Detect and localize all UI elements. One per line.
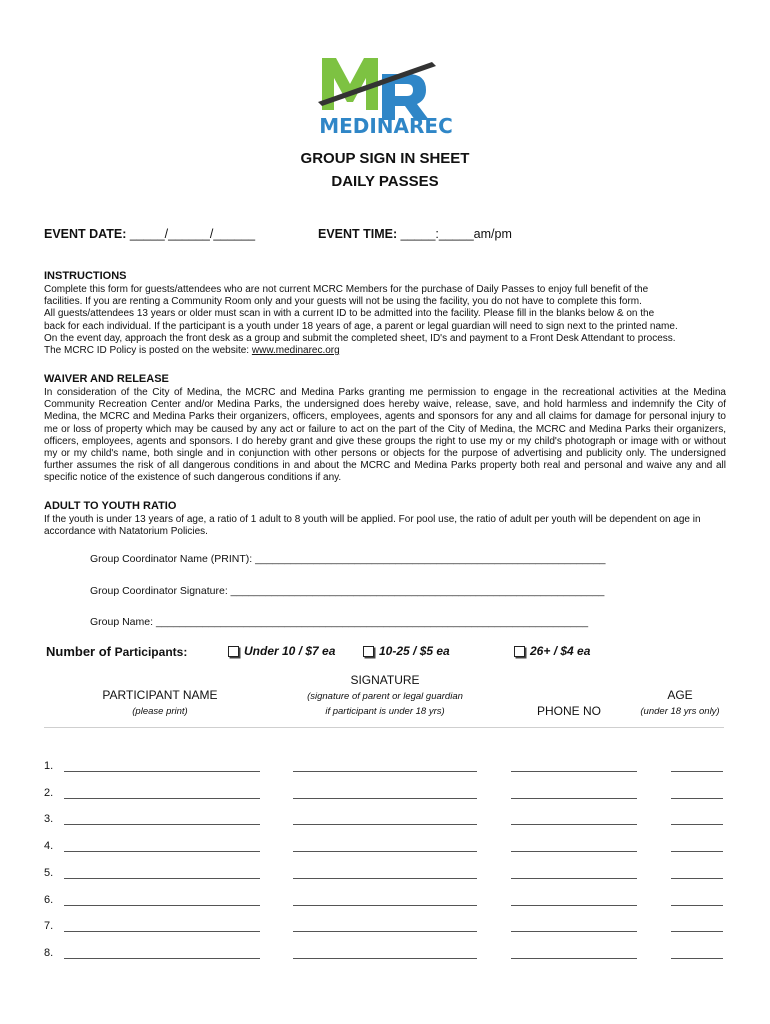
page-subtitle: DAILY PASSES: [331, 173, 439, 190]
instructions-text: [44, 284, 726, 357]
instructions-line: facilities. If you are renting a Community Room only and your guests will not be using the facility, you do not have to complete this form.: [44, 296, 642, 308]
row-number: 8.: [44, 947, 54, 959]
row-number: 6.: [44, 894, 54, 906]
event-date-blank[interactable]: _____/______/______: [129, 227, 256, 241]
participant-name-line[interactable]: [64, 851, 260, 852]
row-number: 5.: [44, 867, 54, 879]
signature-line[interactable]: [293, 798, 477, 799]
signature-subheader-2: if participant is under 18 yrs): [325, 706, 445, 717]
phone-line[interactable]: [511, 824, 637, 825]
waiver-heading: WAIVER AND RELEASE: [44, 373, 169, 385]
instructions-line: The MCRC ID Policy is posted on the website:: [44, 345, 252, 357]
row-number: 7.: [44, 920, 54, 932]
phone-line[interactable]: [511, 878, 637, 879]
participants-label: Number of Participants:: [46, 644, 188, 659]
option-26-plus[interactable]: 26+ / $4 ea: [514, 644, 590, 658]
age-header: AGE: [667, 688, 693, 702]
participant-name-line[interactable]: [64, 958, 260, 959]
waiver-text: In consideration of the City of Medina, the MCRC and Medina Parks granting me permission to engage in the recreational activities at the Medina Community Recreation Center and/or Medina Parks, the undersigned does hereby waive, release, save, and hold harmless and indemnify the City of Medina, the MCRC and Medina Parks their organizers, officers, employees, agents and sponsors for any and all claims for damage for personal injury to me or loss of property which may be caused by any act or failure to act on the part of the City of Medina, the MCRC and Medina Parks their organizers, officers, employees, agents and sponsors. I do hereby grant and give these groups the right to use my or my child's photograph or image with or without my or my child's name, both single and in conjunction with other persons or objects for the purpose of advertising and publicity only. The undersigned further assumes the risk of all dangerous conditions in and about the MCRC and Medina Parks property both real and personal and waive any and all specific notice of the existence of such dangerous conditions if any.: [44, 387, 726, 484]
event-date-row: [44, 227, 255, 241]
signature-subheader-1: (signature of parent or legal guardian: [307, 691, 463, 702]
coordinator-signature-field[interactable]: Group Coordinator Signature: ________________________________________________________________: [90, 585, 605, 597]
checkbox-icon[interactable]: [514, 646, 525, 657]
row-number: 3.: [44, 813, 54, 825]
header-divider: [44, 727, 724, 728]
instructions-line: All guests/attendees 13 years or older must scan in with a current ID to be admitted into the facility. Please fill in the blanks below & on the: [44, 308, 655, 320]
phone-line[interactable]: [511, 771, 637, 772]
participant-name-header: PARTICIPANT NAME: [102, 688, 218, 702]
event-date-label: EVENT DATE:: [44, 227, 127, 241]
row-number: 2.: [44, 787, 54, 799]
group-name-field[interactable]: Group Name: __________________________________________________________________________: [90, 616, 589, 628]
phone-line[interactable]: [511, 798, 637, 799]
age-line[interactable]: [671, 851, 723, 852]
participant-name-line[interactable]: [64, 931, 260, 932]
instructions-line: On the event day, approach the front desk as a group and submit the completed sheet, ID's and payment to a Front Desk Attendant to process.: [44, 332, 676, 344]
ratio-text: If the youth is under 13 years of age, a ratio of 1 adult to 8 youth will be applied. For pool use, the ratio of adult per youth will be dependent on age in accordance with Natatorium Policies.: [44, 514, 701, 538]
signature-line[interactable]: [293, 931, 477, 932]
phone-line[interactable]: [511, 958, 637, 959]
checkbox-icon[interactable]: [228, 646, 239, 657]
option-10-25[interactable]: 10-25 / $5 ea: [363, 644, 450, 658]
phone-line[interactable]: [511, 905, 637, 906]
age-line[interactable]: [671, 931, 723, 932]
participant-name-line[interactable]: [64, 824, 260, 825]
website-link[interactable]: www.medinarec.org: [251, 345, 340, 357]
event-time-label: EVENT TIME:: [318, 227, 398, 241]
signature-line[interactable]: [293, 905, 477, 906]
age-line[interactable]: [671, 958, 723, 959]
participant-name-subheader: (please print): [132, 706, 188, 717]
instructions-heading: INSTRUCTIONS: [44, 270, 127, 282]
phone-line[interactable]: [511, 931, 637, 932]
signature-line[interactable]: [293, 771, 477, 772]
participant-name-line[interactable]: [64, 798, 260, 799]
signature-line[interactable]: [293, 878, 477, 879]
signature-line[interactable]: [293, 824, 477, 825]
brand-name: MEDINAREC: [319, 114, 453, 138]
signature-header: SIGNATURE: [350, 673, 420, 687]
event-time-row: [318, 227, 512, 241]
phone-line[interactable]: [511, 851, 637, 852]
phone-header: PHONE NO: [536, 704, 601, 718]
age-line[interactable]: [671, 771, 723, 772]
age-line[interactable]: [671, 905, 723, 906]
signature-line[interactable]: [293, 958, 477, 959]
participant-name-line[interactable]: [64, 771, 260, 772]
age-subheader: (under 18 yrs only): [640, 706, 720, 717]
instructions-line: Complete this form for guests/attendees who are not current MCRC Members for the purchase of Daily Passes to enjoy full benefit of the: [44, 284, 649, 295]
signature-line[interactable]: [293, 851, 477, 852]
participant-name-line[interactable]: [64, 905, 260, 906]
row-number: 4.: [44, 840, 54, 852]
page-title: GROUP SIGN IN SHEET: [300, 150, 470, 167]
row-number: 1.: [44, 760, 54, 772]
participant-name-line[interactable]: [64, 878, 260, 879]
age-line[interactable]: [671, 798, 723, 799]
age-line[interactable]: [671, 878, 723, 879]
coordinator-name-field[interactable]: Group Coordinator Name (PRINT): ____________________________________________________________: [90, 553, 606, 565]
checkbox-icon[interactable]: [363, 646, 374, 657]
ratio-heading: ADULT TO YOUTH RATIO: [44, 500, 177, 512]
age-line[interactable]: [671, 824, 723, 825]
instructions-line: back for each individual. If the participant is a youth under 18 years of age, a parent or legal guardian will need to sign next to the printed name.: [44, 320, 678, 332]
event-time-blank[interactable]: _____:_____am/pm: [400, 227, 512, 241]
option-under-10[interactable]: Under 10 / $7 ea: [228, 644, 335, 658]
